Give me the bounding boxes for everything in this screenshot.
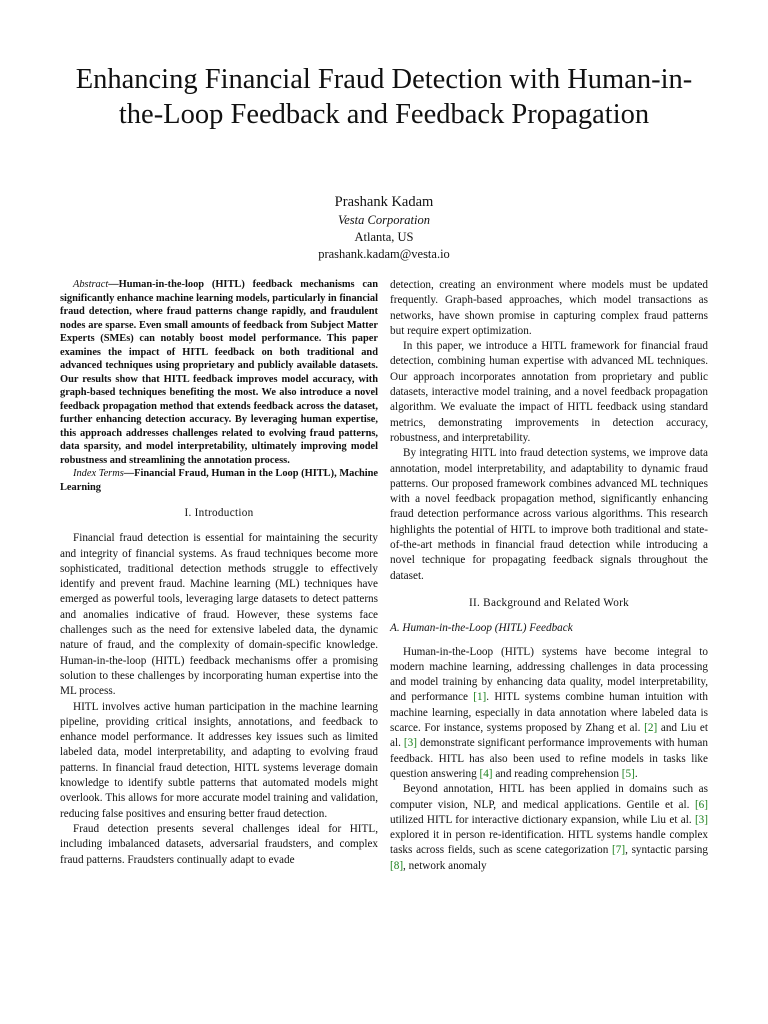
section-heading-background: II. Background and Related Work (468, 596, 630, 609)
citation-link[interactable]: [7] (612, 844, 626, 857)
citation-link[interactable]: [8] (390, 859, 404, 872)
left-column (60, 278, 378, 868)
text-run: , network anomaly (403, 859, 487, 872)
citation-link[interactable]: [6] (694, 798, 708, 811)
background-paragraph-1 (390, 645, 708, 783)
index-terms-label: Index Terms (73, 468, 124, 479)
abstract-text: —Human-in-the-loop (HITL) feedback mechanisms can significantly enhance machine learning models, particularly in financial fraud detection, where fraud patterns change rapidly, and fraudulent nodes are sparse. Even small amounts of feedback from Subject Matter Experts (SMEs) can notably boost model performance. This paper examines the impact of HITL feedback on both traditional and advanced techniques using proprietary and publicly available datasets. Our results show that HITL feedback improves model accuracy, with graph-based techniques benefiting the most. We also introduce a novel feedback propagation method that extends feedback across the dataset, further enhancing detection accuracy. By leveraging human expertise, this approach addresses challenges related to evolving fraud patterns, data sparsity, and model interpretability, ultimately improving model robustness and streamlining the annotation process. (60, 279, 378, 466)
text-run: Human-in-the-Loop (HITL) systems have become integral to modern machine learning, addressing challenges in data processing and model training by enhancing data quality, model interpretability, and performance (390, 645, 708, 704)
abstract-label: Abstract (73, 279, 109, 290)
author-name: Prashank Kadam (334, 194, 434, 210)
subsection-heading-hitl: A. Human-in-the-Loop (HITL) Feedback (390, 622, 573, 635)
citation-link[interactable]: [4] (479, 767, 493, 780)
citation-link[interactable]: [1] (473, 691, 487, 704)
author-location: Atlanta, US (354, 230, 414, 244)
text-run: , syntactic parsing (625, 844, 708, 857)
text-run: and reading comprehension (492, 767, 622, 780)
citation-link[interactable]: [3] (403, 737, 417, 750)
text-run: . HITL systems combine human intuition with machine learning, especially in data annotation where labeled data is scarce. For instance, systems proposed by Zhang et al. (390, 691, 708, 735)
paper-title: Enhancing Financial Fraud Detection with Human-in-the-Loop Feedback and Feedback Propagation (75, 64, 693, 130)
citation-link[interactable]: [5] (621, 767, 635, 780)
intro-paragraph-4: detection, creating an environment where models must be updated frequently. Graph-based approaches, which model transactions as networks, have shown promise in capturing complex fraud patterns but require expert optimization. (390, 279, 708, 337)
intro-paragraph-2: HITL involves active human participation in the machine learning pipeline, providing critical insights, annotations, and feedback to enhance model performance. It addresses key issues such as limited labeled data, model interpretability, and adapting to evolving fraud patterns. In financial fraud detection, HITL systems leverage domain knowledge to identify subtle patterns that automated models might overlook. This allows for more accurate model training and validation, reducing false positives and ensuring better fraud detection. (60, 700, 378, 820)
abstract (60, 278, 378, 467)
right-column (390, 278, 708, 874)
intro-paragraph-3: Fraud detection presents several challenges ideal for HITL, including imbalanced datasets, adversarial fraudsters, and complex fraud patterns. Fraudsters continually adapt to evade (60, 822, 378, 866)
intro-paragraph-5: In this paper, we introduce a HITL framework for financial fraud detection, combining human expertise with advanced ML techniques. Our approach incorporates annotation from proprietary and public datasets, interactive model training, and a novel feedback propagation algorithm. We evaluate the impact of HITL feedback using standard metrics, demonstrating improvements in detection accuracy, robustness, and interpretability. (390, 340, 708, 444)
background-paragraph-2 (390, 782, 708, 874)
text-run: . (634, 767, 638, 780)
intro-paragraph-1: Financial fraud detection is essential for maintaining the security and integrity of financial systems. As fraud techniques become more sophisticated, traditional detection methods struggle to effectively identify and prevent fraud. Machine learning (ML) techniques have emerged as powerful tools, leveraging large datasets to detect patterns and anomalies indicative of fraud. However, these systems face challenges such as the need for extensive labeled data, the dynamic nature of fraud, and the complexity of domain-specific knowledge. Human-in-the-loop (HITL) feedback mechanisms offer a promising solution to these challenges by incorporating human expertise into the ML process. (60, 532, 378, 698)
author-block (184, 192, 584, 263)
author-affiliation: Vesta Corporation (337, 213, 431, 227)
text-run: and Liu et al. (390, 722, 709, 750)
text-run: explored it in person re-identification. HITL systems handle complex tasks across fields, such as scene categorization (390, 829, 708, 857)
intro-paragraph-6: By integrating HITL into fraud detection systems, we improve data annotation, model interpretability, and adaptability to dynamic fraud patterns. Our proposed framework combines advanced ML techniques with a novel feedback propagation method, significantly enhancing fraud detection performance across various algorithms. This research highlights the potential of HITL to improve both traditional and state-of-the-art methods in financial fraud detection while introducing a novel technique for propagating feedback signals throughout the dataset. (390, 447, 708, 582)
section-heading-introduction: I. Introduction (184, 507, 254, 519)
citation-link[interactable]: [2] (644, 722, 658, 735)
index-terms-text: —Financial Fraud, Human in the Loop (HITL), Machine Learning (60, 468, 379, 493)
author-email: prashank.kadam@vesta.io (318, 247, 450, 261)
index-terms (60, 467, 378, 494)
text-run: Beyond annotation, HITL has been applied in domains such as computer vision, NLP, and medical applications. Gentile et al. (390, 783, 708, 811)
text-run: demonstrate significant performance improvements with human feedback. HITL has also been used to refine models in tasks like question answering (390, 737, 708, 780)
text-run: utilized HITL for interactive dictionary expansion, while Liu et al. (390, 813, 695, 826)
citation-link[interactable]: [3] (694, 813, 708, 826)
